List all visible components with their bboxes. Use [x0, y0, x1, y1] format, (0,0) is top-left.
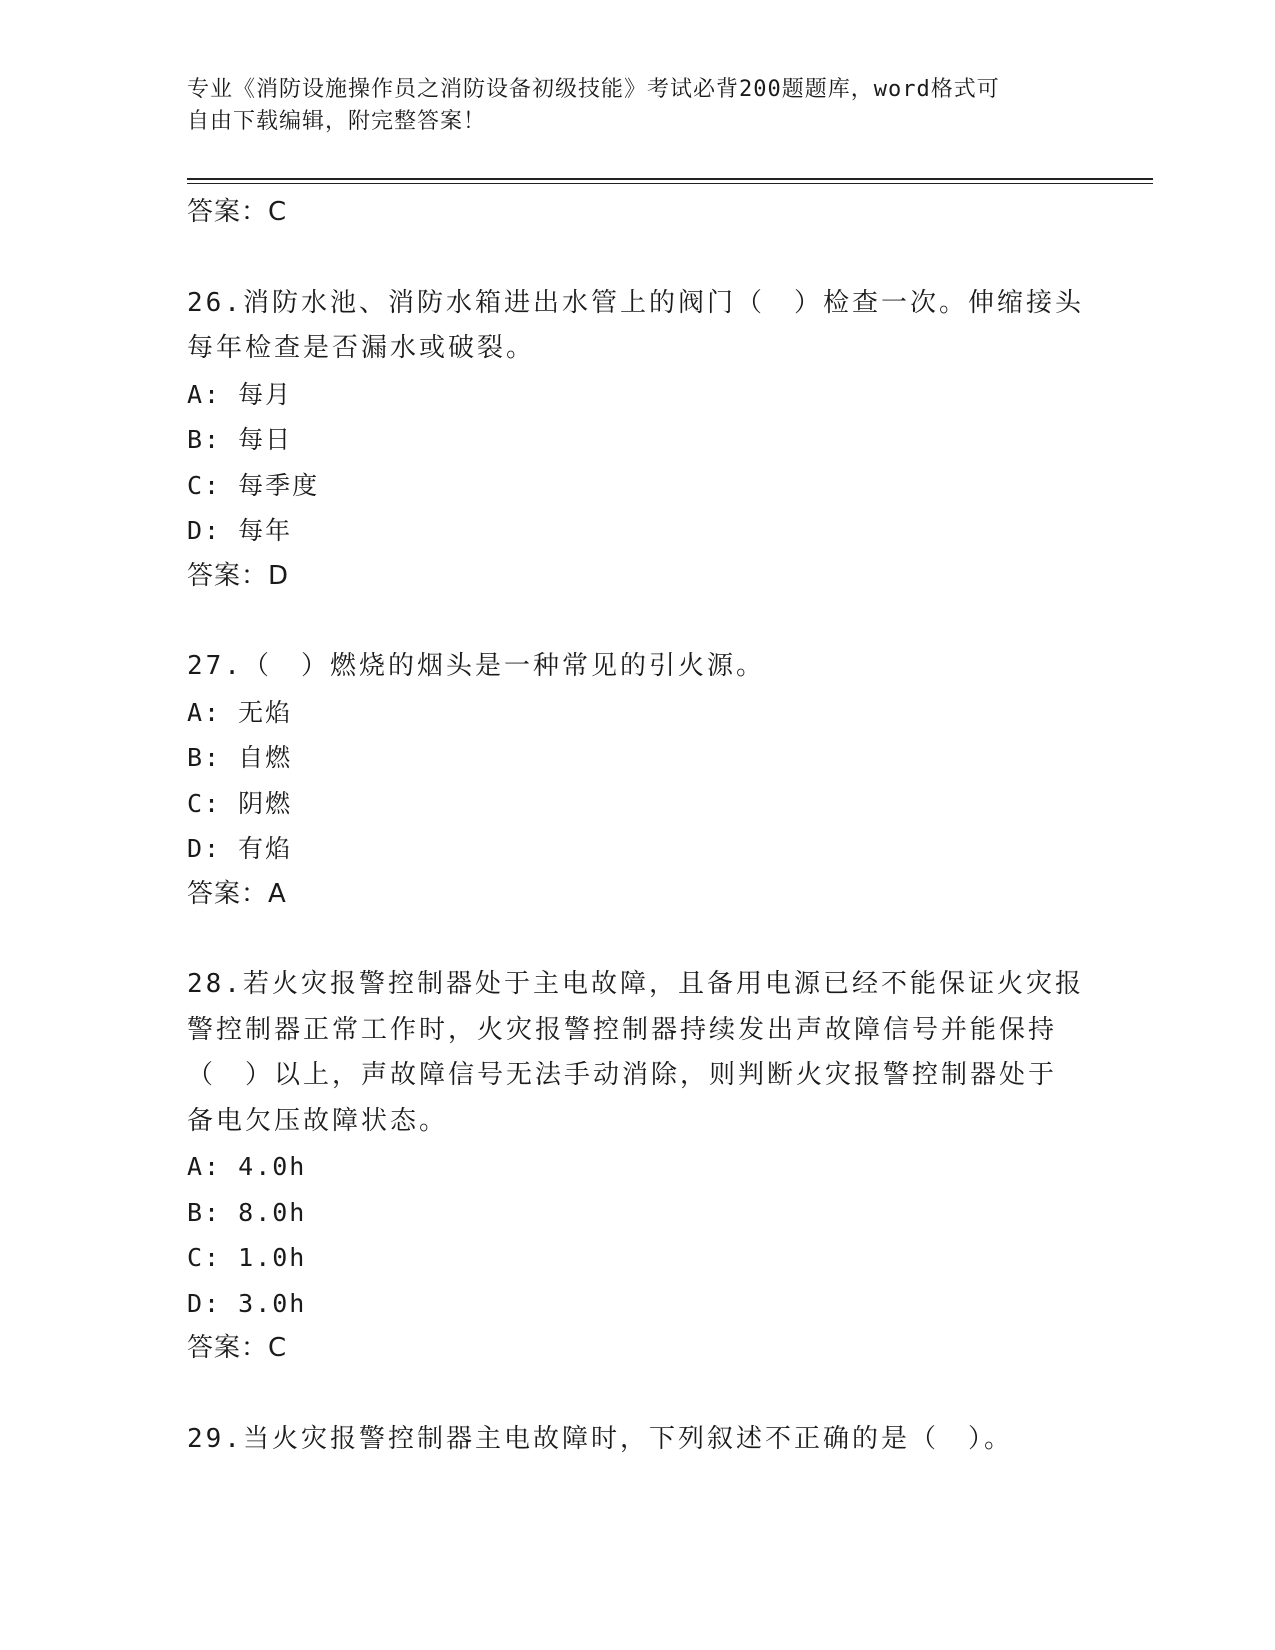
header-line-1: 专业《消防设施操作员之消防设备初级技能》考试必背200题题库，word格式可	[187, 77, 1000, 102]
question-block-27	[187, 644, 1087, 917]
question-text-line: 每年检查是否漏水或破裂。	[187, 333, 536, 363]
option-a: A: 每月	[187, 379, 293, 409]
option-d: D: 每年	[187, 516, 293, 545]
question-text-line: 27.（ ）燃烧的烟头是一种常见的引火源。	[187, 651, 765, 681]
spacer	[187, 1372, 1087, 1417]
question-block-26	[187, 281, 1087, 600]
header-divider-thick	[187, 178, 1153, 180]
option-d: D: 有焰	[187, 834, 293, 863]
header-divider-thin	[187, 183, 1153, 184]
option-b: B: 每日	[187, 425, 293, 454]
option-a: A: 无焰	[187, 697, 293, 727]
document-header	[187, 74, 1067, 138]
option-d: D: 3.0h	[187, 1288, 307, 1318]
question-text-line: 备电欠压故障状态。	[187, 1105, 449, 1136]
question-block-28	[187, 962, 1087, 1372]
header-line-2: 自由下载编辑，附完整答案！	[187, 109, 487, 134]
question-text-line: 28.若火灾报警控制器处于主电故障，且备用电源已经不能保证火灾报	[187, 969, 1084, 999]
question-content	[187, 190, 1087, 1462]
option-c: C: 阴燃	[187, 788, 293, 818]
option-b: B: 8.0h	[187, 1197, 307, 1227]
question-text-line: （ ）以上，声故障信号无法手动消除，则判断火灾报警控制器处于	[187, 1060, 1058, 1090]
option-b: B: 自燃	[187, 743, 293, 772]
question-text-line: 警控制器正常工作时，火灾报警控制器持续发出声故障信号并能保持	[187, 1014, 1058, 1045]
option-c: C: 1.0h	[187, 1243, 307, 1272]
answer-line: 答案：C	[187, 197, 288, 227]
answer-line: 答案：A	[187, 878, 287, 909]
question-block-29	[187, 1417, 1087, 1463]
option-a: A: 4.0h	[187, 1152, 307, 1181]
question-text-line: 29.当火灾报警控制器主电故障时，下列叙述不正确的是（ ）。	[187, 1423, 1013, 1454]
option-c: C: 每季度	[187, 470, 320, 500]
spacer	[187, 599, 1087, 644]
spacer	[187, 236, 1087, 281]
answer-line: 答案：D	[187, 560, 290, 591]
spacer	[187, 917, 1087, 962]
answer-line: 答案：C	[187, 1333, 288, 1363]
question-text-line: 26.消防水池、消防水箱进出水管上的阀门（ ）检查一次。伸缩接头	[187, 287, 1084, 318]
